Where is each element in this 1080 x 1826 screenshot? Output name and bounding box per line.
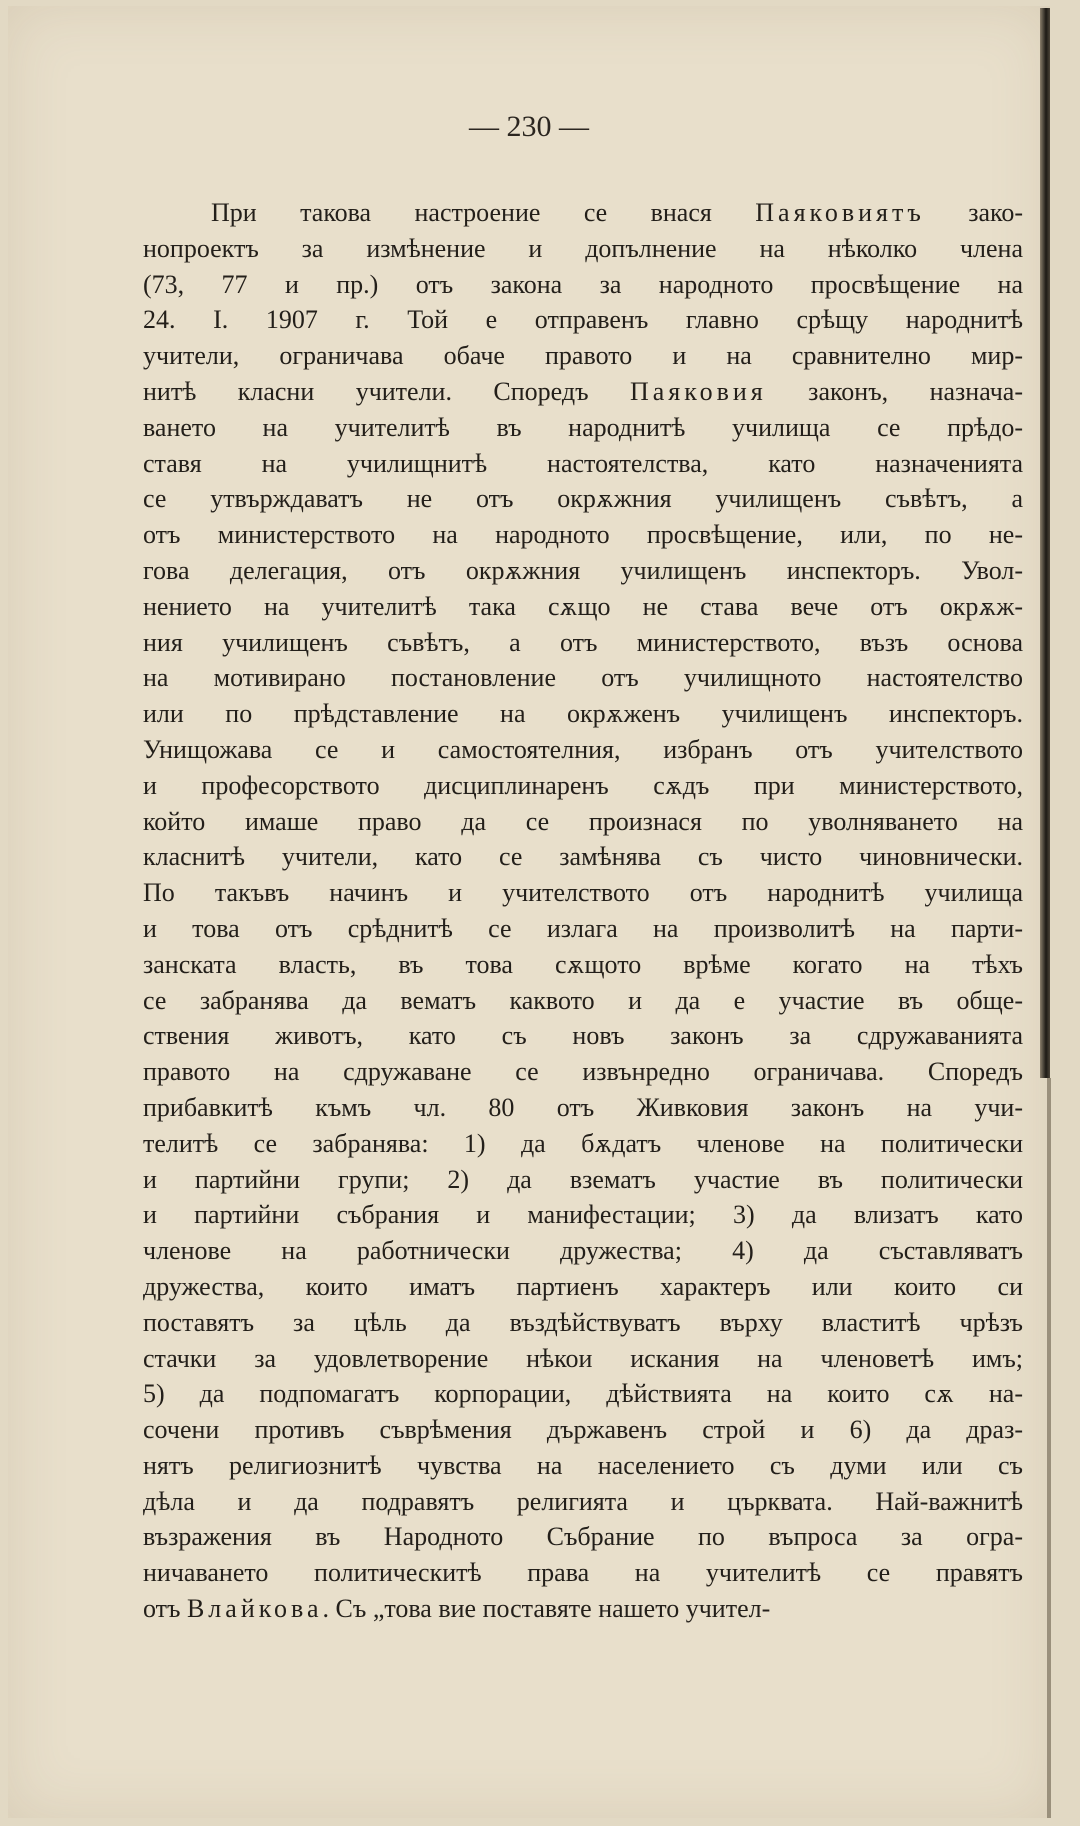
spaced-name: Паяковиятъ: [755, 198, 925, 227]
text-line: [143, 839, 1023, 875]
text-line: [143, 1269, 1023, 1305]
text-line: [143, 732, 1023, 768]
text-line: [143, 804, 1023, 840]
text-line: [143, 1412, 1023, 1448]
text-fragment: стачки за удовлетворение нѣкои искания на членоветѣ имъ;: [143, 1343, 1023, 1373]
text-line: [143, 947, 1023, 983]
text-line: [143, 983, 1023, 1019]
book-spine-shadow: [1040, 8, 1050, 1078]
text-line: [143, 1555, 1023, 1591]
text-fragment: учители, ограничава обаче правото и на сравнително мир-: [143, 341, 1023, 371]
text-line: [143, 875, 1023, 911]
text-fragment: който имаше право да се произнася по уволняването на: [143, 806, 1023, 836]
text-line: [143, 231, 1023, 267]
text-fragment: класнитѣ учители, като се замѣнява съ чисто чиновнически.: [143, 842, 1023, 872]
book-spine-edge: [1047, 1078, 1051, 1818]
text-fragment: сочени противъ съврѣмения държавенъ строй и 6) да драз-: [143, 1415, 1023, 1445]
text-line: [143, 1090, 1023, 1126]
text-line: [143, 1448, 1023, 1484]
text-line: [143, 517, 1023, 553]
text-fragment: законъ, назнача-: [766, 376, 1023, 406]
text-fragment: . Съ „това вие поставяте нашето учител-: [322, 1594, 771, 1624]
page-number: — 230 —: [469, 110, 589, 143]
text-fragment: ствения животъ, като съ новъ законъ за сдружаванията: [143, 1021, 1023, 1051]
text-line: [143, 553, 1023, 589]
text-fragment: гова делегация, отъ окрѫжния училищенъ инспекторъ. Увол-: [143, 555, 1023, 585]
text-fragment: телитѣ се забранява: 1) да бѫдатъ членове на политически: [143, 1128, 1023, 1158]
text-fragment: отъ: [143, 1594, 187, 1624]
text-fragment: Унищожава се и самостоятелния, избранъ отъ учителството: [143, 734, 1023, 764]
text-fragment: или по прѣдставление на окрѫженъ училищенъ инспекторъ.: [143, 699, 1023, 729]
text-line: [143, 1197, 1023, 1233]
text-fragment: дружества, които иматъ партиенъ характеръ или които си: [143, 1271, 1023, 1301]
text-fragment: се утвърждаватъ не отъ окрѫжния училищенъ съвѣтъ, а: [143, 484, 1023, 514]
text-fragment: 5) да подпомагатъ корпорации, дѣйствията на които сѫ на-: [143, 1379, 1023, 1409]
text-fragment: зако-: [924, 198, 1023, 227]
text-line: [143, 1126, 1023, 1162]
text-line: [143, 195, 1023, 231]
text-line: [143, 911, 1023, 947]
text-line: [143, 1376, 1023, 1412]
text-fragment: отъ министерството на народното просвѣщение, или, по не-: [143, 520, 1023, 550]
text-fragment: ставя на училищнитѣ настоятелства, като назначенията: [143, 448, 1023, 478]
text-line: [143, 625, 1023, 661]
text-line: [143, 1018, 1023, 1054]
text-line: [143, 1162, 1023, 1198]
text-fragment: ничаването политическитѣ права на учителитѣ се правятъ: [143, 1558, 1023, 1588]
text-line: [143, 1054, 1023, 1090]
text-fragment: нението на учителитѣ така сѫщо не става вече отъ окрѫж-: [143, 591, 1023, 621]
text-line: [143, 374, 1023, 410]
text-fragment: прибавкитѣ къмъ чл. 80 отъ Живковия законъ на учи-: [143, 1092, 1023, 1122]
text-line: [143, 1341, 1023, 1377]
body-text: [143, 195, 1023, 1627]
spaced-name: Влайкова: [186, 1594, 323, 1624]
text-fragment: нопроектъ за измѣнение и допълнение на нѣколко члена: [143, 233, 1023, 263]
text-fragment: на мотивирано постановление отъ училищното настоятелство: [143, 663, 1023, 693]
text-fragment: и това отъ срѣднитѣ се излага на произволитѣ на парти-: [143, 913, 1023, 943]
text-fragment: занската власть, въ това сѫщото врѣме когато на тѣхъ: [143, 949, 1023, 979]
text-line: [143, 267, 1023, 303]
text-fragment: членове на работнически дружества; 4) да съставляватъ: [143, 1236, 1023, 1266]
book-page: [8, 6, 1050, 1818]
text-fragment: и партийни събрания и манифестации; 3) да влизатъ като: [143, 1200, 1023, 1230]
text-fragment: По такъвъ начинъ и учителството отъ народнитѣ училища: [143, 878, 1023, 908]
text-fragment: и партийни групи; 2) да взематъ участие въ политически: [143, 1164, 1023, 1194]
text-line: [143, 768, 1023, 804]
text-line: [143, 1233, 1023, 1269]
text-fragment: нитѣ класни учители. Споредъ: [143, 376, 630, 406]
text-fragment: се забранява да вематъ каквото и да е участие въ обще-: [143, 985, 1023, 1015]
text-fragment: възражения въ Народното Събрание по въпроса за огра-: [143, 1522, 1023, 1552]
spaced-name: Паяковия: [629, 376, 767, 406]
text-line: [143, 446, 1023, 482]
text-fragment: правото на сдружаване се извънредно ограничава. Споредъ: [143, 1057, 1023, 1087]
text-fragment: ването на учителитѣ въ народнитѣ училища се прѣдо-: [143, 412, 1023, 442]
text-line: [143, 1519, 1023, 1555]
text-fragment: поставятъ за цѣль да въздѣйствуватъ върху властитѣ чрѣзъ: [143, 1307, 1023, 1337]
text-line: [143, 1591, 1023, 1627]
text-fragment: (73, 77 и пр.) отъ закона за народното просвѣщение на: [143, 269, 1023, 299]
text-line: [143, 338, 1023, 374]
text-line: [143, 1305, 1023, 1341]
text-line: [143, 302, 1023, 338]
text-line: [143, 410, 1023, 446]
text-fragment: 24. I. 1907 г. Той е отправенъ главно срѣщу народнитѣ: [143, 305, 1023, 335]
text-fragment: ния училищенъ съвѣтъ, а отъ министерството, възъ основа: [143, 627, 1023, 657]
text-line: [143, 589, 1023, 625]
text-fragment: дѣла и да подравятъ религията и църквата. Най-важнитѣ: [143, 1486, 1023, 1516]
text-fragment: и професорството дисциплинаренъ сѫдъ при министерството,: [143, 770, 1023, 800]
text-line: [143, 481, 1023, 517]
text-fragment: нятъ религиознитѣ чувства на населението съ думи или съ: [143, 1450, 1023, 1480]
text-fragment: При такова настроение се внася: [211, 198, 756, 227]
text-line: [143, 660, 1023, 696]
text-line: [143, 696, 1023, 732]
text-line: [143, 1484, 1023, 1520]
